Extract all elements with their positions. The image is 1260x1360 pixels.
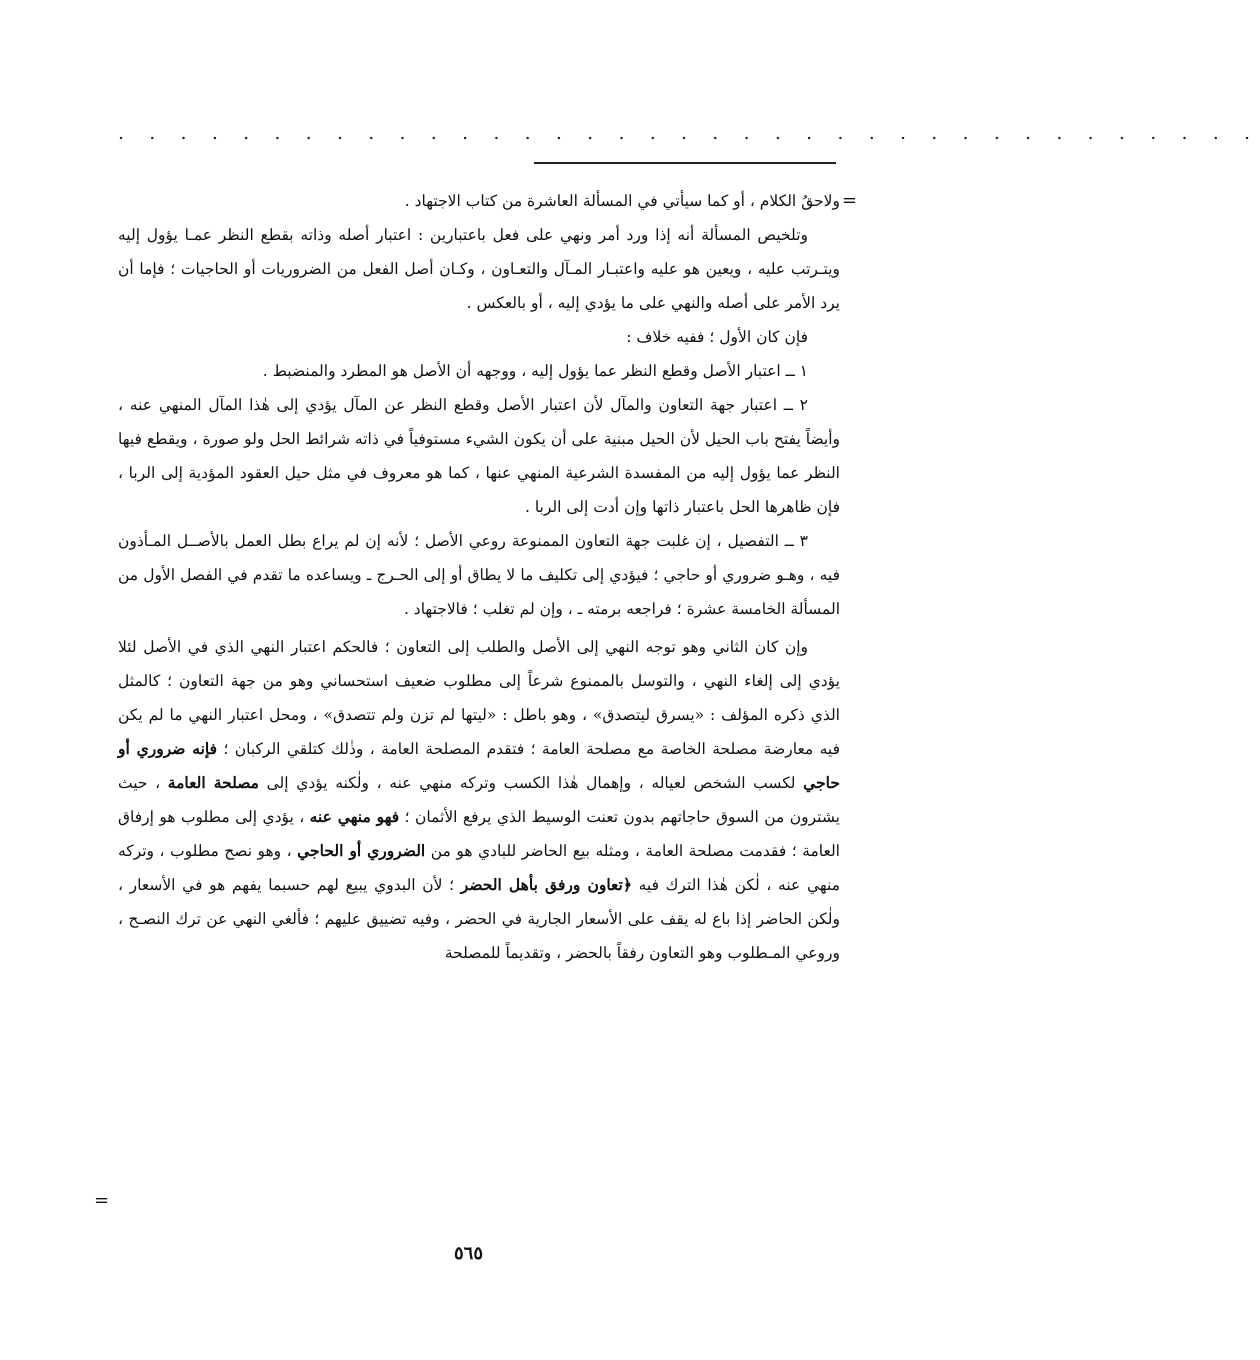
text-run: ؛ لأن البدوي يبيع لهم حسبما يفهم هو في الأسعار ، ولٰكن الحاضر إذا باع له يقف على الأسعار الجارية في الحضر ، وفيه تضييق عليهم ؛ فألغي النهي عن ترك النصـح ، وروعي المـطلوب وهو التعاون رفقاً بالحضر ، وتقديماً للمصلحة	[118, 876, 840, 962]
page-number: ٥٦٥	[453, 1243, 483, 1264]
emphasis-run: فإنه ضروري أو حاجي	[118, 739, 840, 792]
emphasis-run: الضروري أو الحاجي	[297, 841, 426, 860]
continuation-mark-start: =	[841, 190, 857, 211]
text-run: وإن كان الثاني وهو توجه النهي إلى الأصل والطلب إلى التعاون ؛ فالحكم اعتبار النهي الذي في الأصل لئلا يؤدي إلى إلغاء النهي ، والتوسل بالممنوع شرعاً إلى مطلوب ضعيف استحساني وهو من جهة التعاون ؛ كالمثل الذي ذكره المؤلف : «يسرق ليتصدق» ، وهو باطل : «ليتها لم تزن ولم تتصدق» ، ومحل اعتبار النهي ما لم يكن فيه معارضة مصلحة الخاصة مع مصلحة العامة ؛ فتقدم المصلحة العامة ، وذٰلك كتلقي الركبان ؛	[118, 638, 840, 758]
text-run: ، حيث يشترون من السوق حاجاتهم بدون تعنت الوسيط الذي يرفع الأثمان ؛	[118, 774, 840, 826]
paragraph-summary: وتلخيص المسألة أنه إذا ورد أمر ونهي على فعل باعتبارين : اعتبار أصله وذاته بقطع النظر عمـا يؤول إليه ويتـرتب عليه ، ويعين هو عليه واعتبـار المـآل والتعـاون ، وكـان أصل الفعل من الضروريات أو الحاجيات ؛ فإما أن يرد الأمر على أصله والنهي على ما يؤدي إليه ، أو بالعكس .	[118, 226, 840, 312]
emphasis-run: ﴿تعاون ورفق بأهل الحضر	[460, 875, 632, 894]
dotted-header-rule: . . . . . . . . . . . . . . . . . . . . . . . . . . . . . . . . . . . . .	[118, 122, 1260, 144]
text-run: لكسب الشخص لعياله ، وإهمال هٰذا الكسب وتركه منهي عنه ، ولٰكنه يؤدي إلى	[266, 774, 804, 792]
emphasis-run: مصلحة العامة	[167, 773, 259, 792]
paragraph-second-case	[118, 630, 840, 970]
footnote-separator	[534, 162, 836, 164]
list-item-2: ٢ ــ اعتبار جهة التعاون والمآل لأن اعتبار الأصل وقطع النظر عن المآل يؤدي إلى هٰذا المآل المنهي عنه ، وأيضاً يفتح باب الحيل لأن الحيل مبنية على أن يكون الشيء مستوفياً في ذاته شرائط الحل ولو صورة ، ويقطع فيها النظر عما يؤول إليه من المفسدة الشرعية المنهي عنها ، كما هو معروف في مثل حيل العقود المؤدية إلى الربا ، فإن ظاهرها الحل باعتبار ذاتها وإن أدت إلى الربا .	[118, 396, 840, 516]
text-run: ، وهو نصح مطلوب ، وتركه منهي عنه ، لٰكن هٰذا الترك فيه	[118, 842, 840, 894]
continuation-mark-end: =	[94, 1190, 110, 1211]
list-item-1: ١ ــ اعتبار الأصل وقطع النظر عما يؤول إليه ، ووجهه أن الأصل هو المطرد والمنضبط .	[262, 362, 808, 380]
text-run: ، يؤدي إلى مطلوب هو إرفاق العامة ؛ فقدمت مصلحة العامة ، ومثله بيع الحاضر للبادي هو من	[118, 808, 840, 860]
list-item-3: ٣ ــ التفصيل ، إن غلبت جهة التعاون الممنوعة روعي الأصل ؛ لأنه إن لم يراع بطل العمل بالأصــل المـأذون فيه ، وهـو ضروري أو حاجي ؛ فيؤدي إلى تكليف ما لا يطاق أو إلى الحـرج ـ ويساعده ما تقدم في الفصل الأول من المسألة الخامسة عشرة ؛ فراجعه برمته ـ ، وإن لم تغلب ؛ فالاجتهاد .	[118, 532, 840, 618]
emphasis-run: فهو منهي عنه	[309, 807, 400, 826]
paragraph-first-case: فإن كان الأول ؛ ففيه خلاف :	[626, 328, 808, 346]
footnote-body	[118, 184, 840, 970]
paragraph-intro: ولاحقُ الكلام ، أو كما سيأتي في المسألة العاشرة من كتاب الاجتهاد .	[404, 192, 840, 210]
